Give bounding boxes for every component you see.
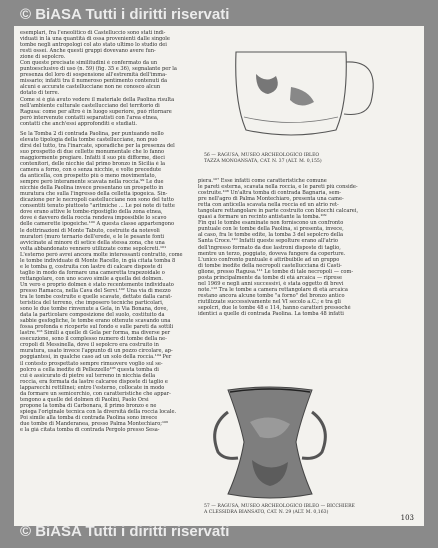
text-line: polcro a cella inedite di Pellezzello¹⁰⁵ questa tomba di	[20, 366, 159, 373]
text-line: quasi a formare un recinto antistante la tomba.¹⁰⁹	[198, 214, 327, 221]
text-line: L'esterno però avrei ancora molte interessanti contrattò, come	[20, 251, 183, 258]
text-line: taglio in modo da formare una cameretta trapezoidale o	[20, 269, 165, 276]
text-line: glione, presso Ragusa.¹¹¹ Le tombe di tale necropoli — com-	[198, 268, 354, 275]
text-line: esecuzione, sono il complesso numero di tombe della ne-	[20, 336, 167, 343]
text-line: restano ancora alcune tombe "a forno" del bronzo antico	[198, 292, 345, 299]
text-line: due tombe di Manderanea, presso Palma Montechiaro;¹⁰⁶	[20, 421, 169, 427]
text-line: tengono a quelle del dolmen di Paolini, Paolo Orsi	[20, 396, 149, 403]
text-line: dotato di terre.	[20, 90, 60, 97]
page-number: 103	[400, 514, 414, 522]
text-line: avvicinate al minore di setice della stessa zona, che una	[20, 239, 165, 246]
left-text-column	[20, 30, 194, 433]
text-line: puntuale con le tombe della Paolina, si presenta, invece,	[198, 226, 344, 233]
text-line: alcuni e accurate castellucciane non ne conosco alcun	[20, 84, 161, 91]
text-line: nel 1969 e negli anni successivi, è stata oggetto di brevi	[198, 280, 344, 287]
text-line: teristica del terreno, che imposero tecniche particolari,	[20, 300, 164, 307]
text-line: e la già citata tomba di contrada Pergolo presso Sesa-	[20, 427, 160, 434]
text-line: poggiantesi, in qualche caso ad un solo della roccia.¹⁰⁴ Per	[20, 354, 172, 361]
caption-line: A CLESSIDRA BIANSATO, CAT. N. 29 (ALT. M. 0,163)	[204, 510, 329, 515]
text-line: Con queste precisate similitudini è confermato da un	[20, 60, 158, 67]
text-line: consentiti tenuto piuttosto "aritmiche ... Le poi note di tutte	[20, 203, 175, 210]
text-line: tangolare rettangolare in parte costruito con blocchi calcarei,	[198, 208, 359, 215]
text-line: il contesto prospettato sempre rimuovere voglio sul se-	[20, 360, 163, 367]
text-line: Se la Tomba 2 di contrada Paolina, per puntuando nello	[20, 130, 164, 137]
figure-56-caption	[204, 153, 404, 165]
text-line: muratura, usato invece l'appunto di un pozzo circolare, ap-	[20, 348, 173, 355]
text-line: elevato tipologia della tombe castellucciane, non può	[20, 136, 158, 143]
figure-57-vessel	[200, 382, 410, 502]
text-line: e le tomba g, costruita con lastre di calcare disposte di	[20, 263, 163, 270]
text-line: identici a quelle di contrada Paolina. La tomba 48 infatti	[198, 311, 344, 318]
figure-57-caption	[204, 504, 404, 516]
text-line: tra le tombe costruite e quelle scavate, dettate dalla carat-	[20, 294, 173, 301]
text-line: Poi simile alla tomba di contrada Paolina sono invece	[20, 414, 158, 421]
text-line: le pareti esterna, scavata nella roccia, e le pareti più conside-	[198, 184, 358, 191]
figure-56-cup	[196, 32, 396, 152]
text-line: sempre però interamente scavata nella roccia.⁹⁹ Le due	[20, 179, 164, 186]
text-line: dove è davvero della roccia rendeva impossibile lo scavo	[20, 215, 167, 222]
text-line: le dottrinazioni di Monte Tabuto, costruite da notevoli	[20, 227, 160, 234]
text-line: Ragusa: come per altro è in luogo superiore, può ritornare	[20, 108, 172, 115]
watermark-top: © BiASA Tutti i diritti riservati	[20, 6, 230, 23]
text-line: cropoli di Messinella, dove il sepolcro era costruito in	[20, 342, 159, 349]
text-line: Fin qui le tombe esaminate non forniscono un confronto	[198, 220, 344, 227]
text-line: retta con anticella scavata nella roccia ed un atrio ret-	[198, 202, 339, 209]
text-line: roccia, era formata da lastre calcaree disposte di taglio e	[20, 378, 168, 385]
text-line: di tombe inedite della necropoli castellucciana di Casti-	[198, 262, 342, 269]
text-line: pre nell'agro di Palma Montechiaro, presenta una came-	[198, 196, 344, 203]
text-line: zione di sepolcro.	[20, 54, 66, 61]
watermark-bottom: © BiASA Tutti i diritti riservati	[20, 523, 230, 540]
text-line: le tombe individuate di Monte Racello, in già citata tomba 8	[20, 257, 176, 264]
text-line: dirsi del tutto, tra l'inarcate, sporadiche per la presenza del	[20, 142, 175, 149]
right-text-column	[198, 178, 410, 317]
text-line: riutilizzate successivamente nel VI secolo a.C.; e tra gli	[198, 298, 341, 305]
text-line: propone la tomba di Carbonara, il primo bronzo e ne	[20, 402, 157, 409]
text-line: Un vero e proprio dolmen è stato recentemente individuato	[20, 281, 174, 288]
text-line: dove erano attive le tombe-ripostiglio della zona etnea,	[20, 209, 163, 216]
text-line: L'unico confronto puntuale è attribuibile ad un gruppo	[198, 256, 340, 263]
text-line: suo prospetto di due cellette monumentale che lo fanno	[20, 148, 165, 155]
text-line: resti ossei. Anche questi gruppi dovevano avere fun-	[20, 48, 156, 55]
text-line: però intervenute contatti separatisti con l'area etnea,	[20, 114, 159, 121]
text-line: muratori (muro ternario dell'erede, e le le pesante fonti	[20, 233, 165, 240]
text-line: volta abbandonato vennero utilizzate come sepolcreti.¹⁰¹	[20, 245, 167, 252]
text-line: tombe negli antropologi col ato stato ultimo lo studio dei	[20, 42, 167, 49]
text-line: delle camerette ipogeiche.¹⁰⁰ A questa classe appartengono	[20, 221, 175, 228]
text-line: da anticella, con prospetto più o meno movimentato,	[20, 173, 157, 180]
text-line: dell'ingresso formato da due lastroni disposte di taglio,	[198, 244, 341, 251]
text-line: puntoesclusivo di uso (n. 59) (fig. 35 e 36), segnalante per la	[20, 66, 177, 73]
text-line: sono le due tombe rinvenute a Gela, in Via Bonana, dove,	[20, 306, 168, 313]
scanned-page	[14, 26, 424, 526]
text-line: fossa profonda e ricoperte sul fondo e sulle pareti da sottili	[20, 324, 174, 331]
text-line: mentre un terzo, poggiato, doveva fungere da coperture.	[198, 250, 346, 257]
text-line: sepolcri, due le tombe 48 e 114, hanno caratteri pressoché	[198, 304, 351, 311]
caption-line: 57 — RAGUSA, MUSEO ARCHEOLOGICO IBLEO — BICCHIERE	[204, 504, 355, 509]
text-line: da formare un semicerchio, con caratteristiche che appar-	[20, 390, 171, 397]
text-line: cui è assicurato di pietre sul terreno in nicchia della	[20, 372, 156, 379]
text-line: spiega l'originale tecnica con la diversità della roccia locale.	[20, 408, 177, 415]
text-line: Santa Croce.¹¹⁰ Infatti queste sepolture erano all'atrio	[198, 238, 338, 245]
text-line: presenza del loro di sospensione all'estremità dell'imma-	[20, 72, 167, 79]
text-line: piera.¹⁰⁷ Esse infatti come caratteristiche comune	[198, 178, 327, 184]
text-line: lapparecchi rettilinei; entro l'esterno, collocate in modo	[20, 384, 165, 391]
text-line: muratura che sulla l'ingresso della celletta ipogeica. Sin-	[20, 191, 168, 198]
text-line: camera a forno, con o senza nicchie, e volte precedute	[20, 167, 162, 174]
text-line: Come si è già avuto vedere il materiale della Paolina risulta	[20, 96, 175, 103]
text-line: esemplari, fra l'eneolitico di Castelluccio sono stati indi-	[20, 30, 166, 36]
text-line: contenitori, delle nicchie dal primo bronzo in Sicilia è la	[20, 160, 166, 167]
text-line: dicazione per le necropoli castellucciane non sono del tutto	[20, 197, 174, 204]
caption-line: 56 — RAGUSA, MUSEO ARCHEOLOGICO IBLEO	[204, 153, 320, 158]
text-line: nicchie della Paolina invece presentano un prospetto in	[20, 185, 164, 192]
text-line: posta principalmente da tombe di età arcaica — riprese	[198, 274, 343, 281]
text-line: presso Ramacca, nella Cava del Servi.¹⁰² Una via di mezzo	[20, 287, 171, 294]
text-line: lastre.¹⁰³ Simili a quelle di Gela per forma, ma diverse per	[20, 330, 171, 337]
text-line: rettangolare, con uno scavo simile a quella dei dolmen.	[20, 275, 163, 282]
text-line: sabbie gesfogliche, le tombe erano ottenute scavando una	[20, 318, 171, 325]
text-line: data la particolare composizione del suolo, costituito da	[20, 312, 165, 319]
text-line: nell'ambiente culturale castellucciano del territorio di	[20, 102, 160, 109]
caption-line: TAZZA MONOANSATA, CAT. N. 37 (ALT. M. 0,155)	[204, 159, 322, 164]
text-line: missario; infatti tra il numeroso pentimento contenuti da	[20, 78, 168, 85]
text-line: costruite.¹⁰⁸ Un'altra tomba di contrada Bagnaria, sem-	[198, 190, 342, 197]
text-line: contatti che anch'essi approfonditi e studiati.	[20, 120, 138, 127]
text-line: maggiormente pregiare. Infatti il suo più difforme, dieci	[20, 154, 165, 161]
text-line: al caso, fra le tombe edite, la tomba 3 del sepolcro della	[198, 232, 344, 239]
text-line: viduati in là una quantità di ossa provenienti dalle singole	[20, 36, 170, 43]
text-line: note.¹¹² Tra le tombe a camera rettangolare di età arcaica	[198, 286, 348, 293]
